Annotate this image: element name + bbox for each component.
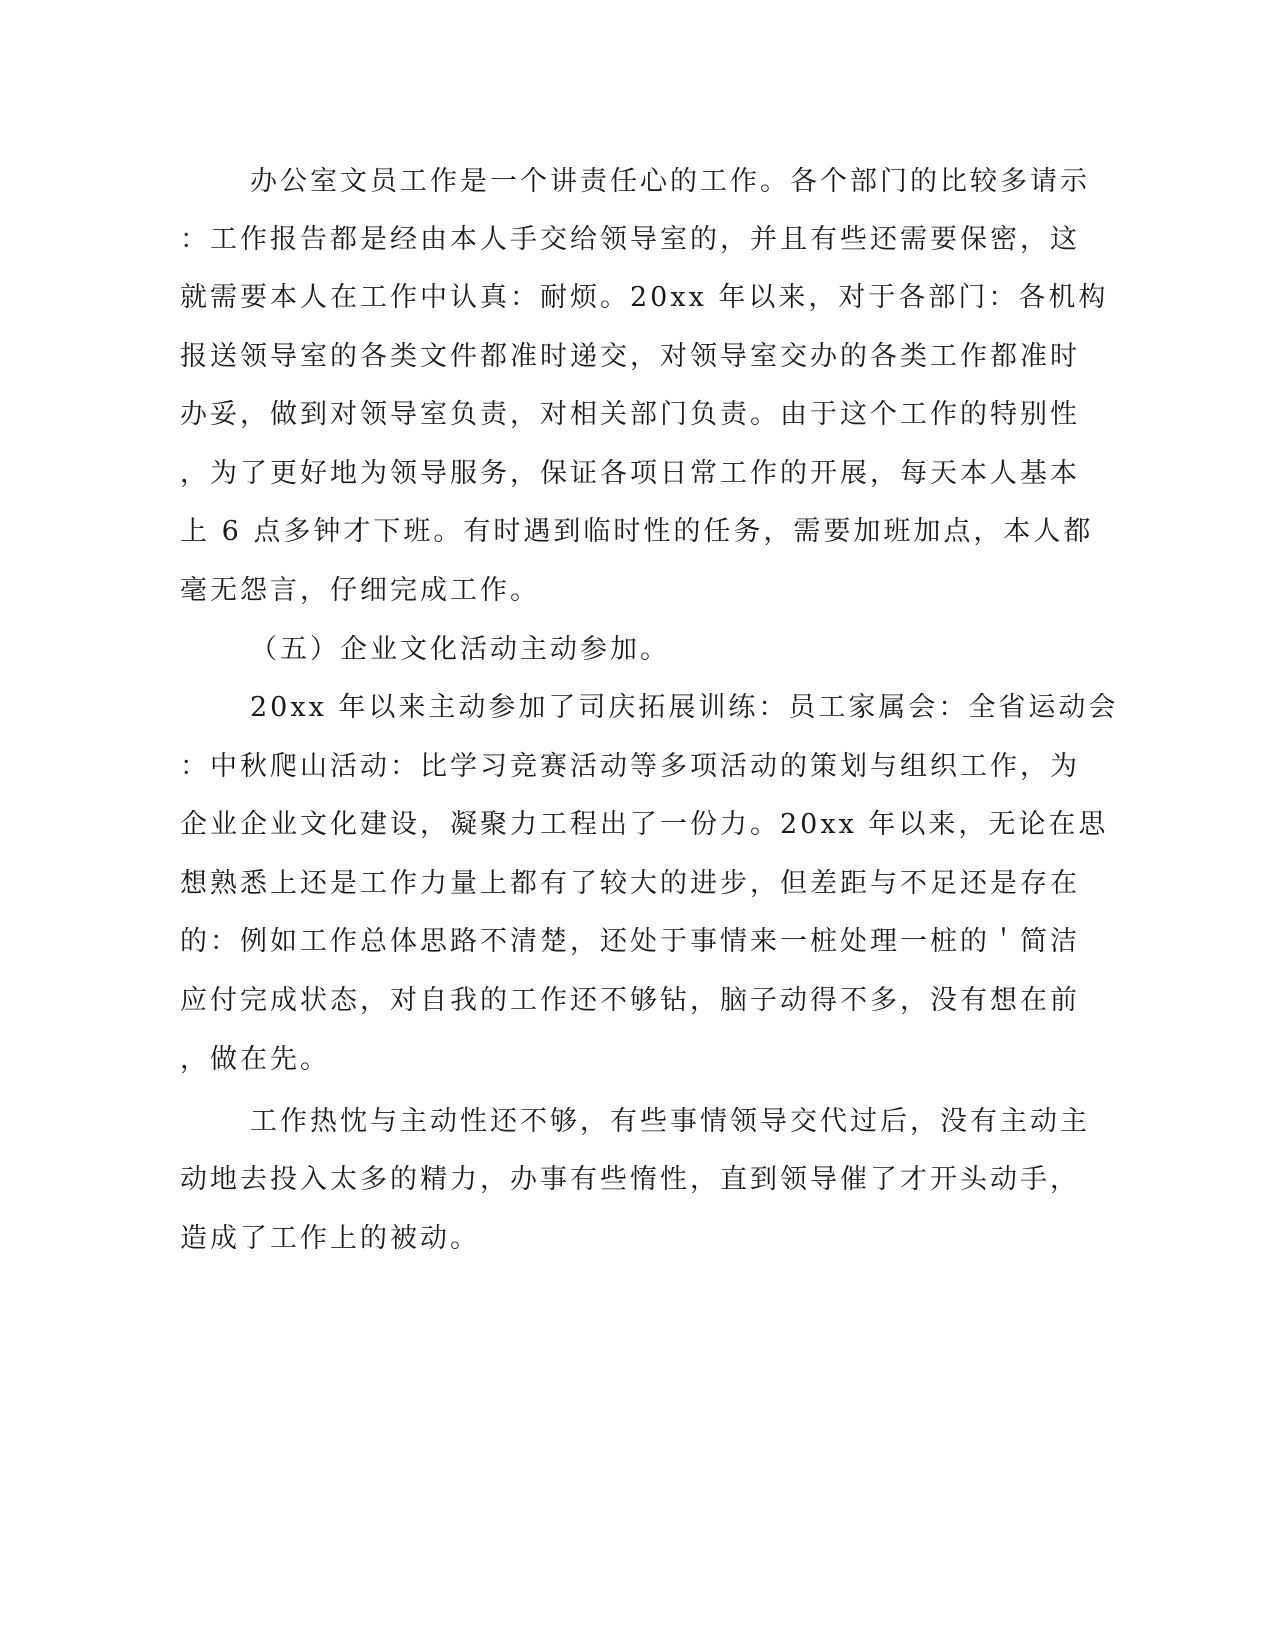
paragraph-1-line-1: 办公室文员工作是一个讲责任心的工作。各个部门的比较多请示 [250,166,1090,197]
paragraph-2-line-5: 的：例如工作总体思路不清楚，还处于事情来一桩处理一桩的＇简洁 [180,926,1080,957]
paragraph-2-line-6: 应付完成状态，对自我的工作还不够钻，脑子动得不多，没有想在前 [180,985,1080,1016]
paragraph-1-line-8: 毫无怨言，仔细完成工作。 [180,575,540,606]
paragraph-1-line-5: 办妥，做到对领导室负责，对相关部门负责。由于这个工作的特别性 [180,399,1080,430]
paragraph-3-line-3: 造成了工作上的被动。 [180,1223,480,1254]
paragraph-2-line-3: 企业企业文化建设，凝聚力工程出了一份力。20xx 年以来，无论在思 [180,809,1109,840]
paragraph-2-line-2: ：中秋爬山活动：比学习竞赛活动等多项活动的策划与组织工作，为 [180,751,1080,782]
paragraph-1-line-7: 上 6 点多钟才下班。有时遇到临时性的任务，需要加班加点，本人都 [180,516,1094,547]
paragraph-1-line-2: ：工作报告都是经由本人手交给领导室的，并且有些还需要保密，这 [180,224,1080,255]
paragraph-3-line-2: 动地去投入太多的精力，办事有些惰性，直到领导催了才开头动手， [180,1164,1080,1195]
paragraph-1-line-4: 报送领导室的各类文件都准时递交，对领导室交办的各类工作都准时 [180,341,1080,372]
paragraph-2-line-1: 20xx 年以来主动参加了司庆拓展训练：员工家属会：全省运动会 [250,692,1119,723]
paragraph-2-line-7: ，做在先。 [180,1044,330,1075]
paragraph-1-line-6: ，为了更好地为领导服务，保证各项日常工作的开展，每天本人基本 [180,458,1080,489]
paragraph-3-line-1: 工作热忱与主动性还不够，有些事情领导交代过后，没有主动主 [250,1106,1090,1137]
paragraph-1-line-3: 就需要本人在工作中认真：耐烦。20xx 年以来，对于各部门：各机构 [180,282,1109,313]
section-heading-5: （五）企业文化活动主动参加。 [250,634,670,665]
paragraph-2-line-4: 想熟悉上还是工作力量上都有了较大的进步，但差距与不足还是存在 [180,868,1080,899]
